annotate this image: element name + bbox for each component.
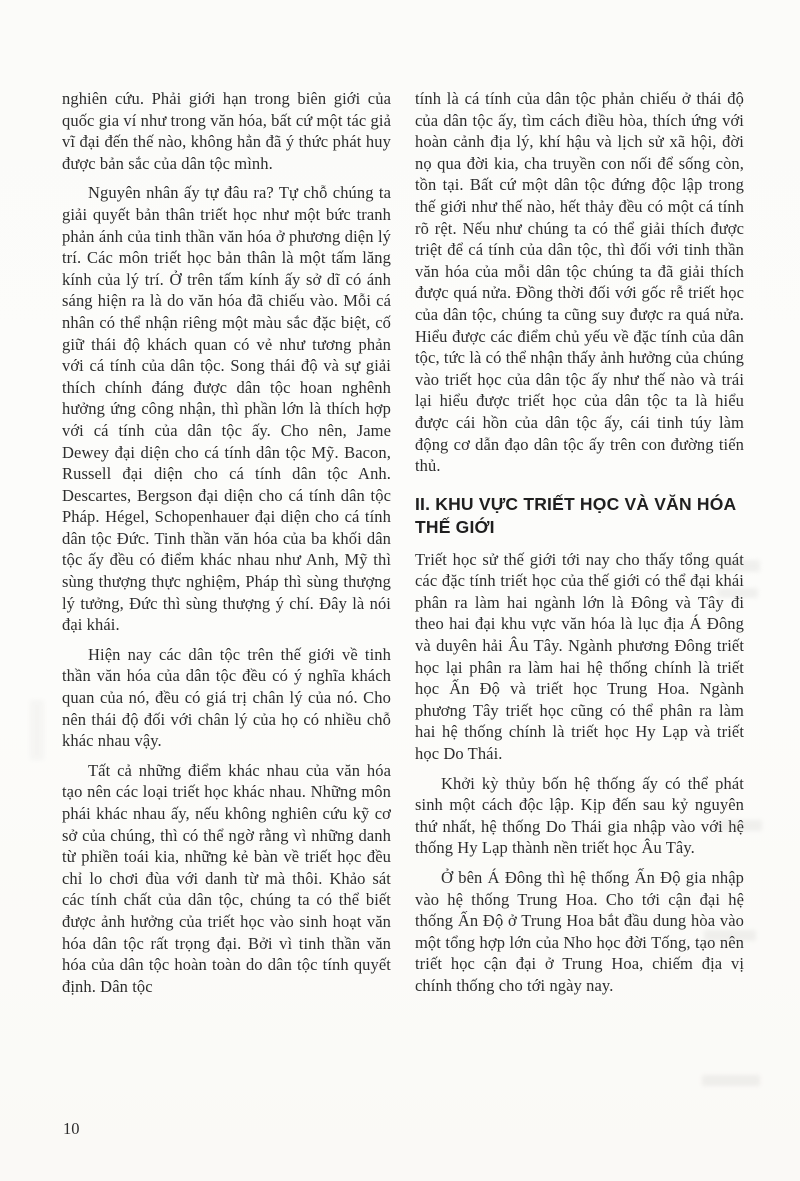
scan-bleed-artifact xyxy=(30,700,44,760)
paragraph: Ở bên Á Đông thì hệ thống Ấn Độ gia nhập vào hệ thống Trung Hoa. Cho tới cận đại hệ thống Ấn Độ ở Trung Hoa bắt đầu dung hòa vào một tổng hợp lớn của Nho học đời Tống, tạo nên triết học cận đại ở Trung Hoa, chiếm địa vị chính thống cho tới ngày nay. xyxy=(415,868,744,995)
left-column xyxy=(62,88,391,1005)
page-content xyxy=(62,88,744,1005)
paragraph: Triết học sử thế giới tới nay cho thấy tổng quát các đặc tính triết học của thế giới có thể đại khái phân ra làm hai ngành lớn là Đông và Tây đi theo hai đại khu vực văn hóa là lục địa Á Đông và duyên hải Âu Tây. Ngành phương Đông triết học lại phân ra làm hai hệ thống chính là triết học Ấn Độ và triết học Trung Hoa. Ngành phương Tây triết học cũng có thể phân ra làm hai hệ thống chính là triết học Hy Lạp và triết học Do Thái. xyxy=(415,549,744,764)
paragraph: nghiên cứu. Phải giới hạn trong biên giới của quốc gia ví như trong văn hóa, bất cứ một tác giả vĩ đại đến thế nào, không hẳn đã ý thức phát huy được bản sắc của dân tộc mình. xyxy=(62,89,391,173)
paragraph: tính là cá tính của dân tộc phản chiếu ở thái độ của dân tộc ấy, tìm cách điều hòa, thích ứng với hoàn cảnh địa lý, khí hậu và lịch sử xã hội, đời nọ qua đời kia, cha truyền con nối để sống còn, tồn tại. Bất cứ một dân tộc đứng độc lập trong thế giới như thế nào, hết thảy đều có một cá tính rõ rệt. Nếu như chúng ta có thể giải thích được triệt để cá tính của dân tộc, thì đối với tinh thần văn hóa của mỗi dân tộc chúng ta đã giải thích được quá nửa. Đồng thời đối với gốc rễ triết học của dân tộc, chúng ta cũng suy được ra quá nửa. Hiểu được các điểm chủ yếu về đặc tính của dân tộc, tức là có thể nhận thấy ảnh hưởng của chúng vào triết học của dân tộc ấy như thế nào và trái lại hiểu được triết học của dân tộc ta là hiểu được cái hồn của dân tộc ấy, cái tinh túy làm động cơ dẫn đạo dân tộc ấy trên con đường tiến thủ. xyxy=(415,89,744,476)
paragraph: Nguyên nhân ấy tự đâu ra? Tự chỗ chúng ta giải quyết bản thân triết học như một bức tranh phản ánh của tinh thần văn hóa ở phương diện lý trí. Các môn triết học bản thân là một tấm lăng kính của lý trí. Ở trên tấm kính ấy sở dĩ có ánh sáng hiện ra là do văn hóa đã chiếu vào. Mỗi cá nhân có thể nhận riêng một màu sắc đặc biệt, cố giữ thái độ khách quan có vẻ như tương phản với cá tính của dân tộc. Song thái độ và sự giải thích chính đáng được dân tộc hoan nghênh hưởng ứng công nhận, thì phần lớn là thích hợp với cá tính của dân tộc ấy. Cho nên, Jame Dewey đại diện cho cá tính dân tộc Mỹ. Bacon, Russell đại diện cho cá tính dân tộc Anh. Descartes, Bergson đại diện cho cá tính dân tộc Pháp. Hégel, Schopenhauer đại diện cho cá tính dân tộc Đức. Tinh thần văn hóa của ba khối dân tộc ấy đều có điểm khác nhau như Anh, Mỹ thì sùng thượng thực nghiệm, Pháp thì sùng thượng lý tưởng, Đức thì sùng thượng ý chí. Đây là nói đại khái. xyxy=(62,183,391,635)
right-column xyxy=(415,88,744,1005)
paragraph: Hiện nay các dân tộc trên thế giới về tinh thần văn hóa của dân tộc đều có ý nghĩa khách quan của nó, đều có giá trị chân lý của nó. Cho nên thái độ đối với chân lý của họ có nhiều chỗ khác nhau vậy. xyxy=(62,644,391,751)
paragraph: Khởi kỳ thủy bốn hệ thống ấy có thể phát sinh một cách độc lập. Kịp đến sau kỷ nguyên thứ nhất, hệ thống Do Thái gia nhập vào với hệ thống Hy Lạp thành nền triết học Âu Tây. xyxy=(415,773,744,858)
page-number: 10 xyxy=(63,1119,80,1138)
paragraph: Tất cả những điểm khác nhau của văn hóa tạo nên các loại triết học khác nhau. Những môn phái khác nhau ấy, nếu không nghiên cứu kỹ cơ sở của chúng, thì có thể ngờ rằng vì những danh từ phiền toái kia, những kẻ bàn về triết học đều chỉ lo chơi đùa với danh từ mà thôi. Khảo sát các tính chất của dân tộc, chúng ta có thể biết được ảnh hưởng của triết học vào sinh hoạt văn hóa dân tộc rất trọng đại. Bởi vì tinh thần văn hóa của dân tộc hoàn toàn do dân tộc tính quyết định. Dân tộc xyxy=(62,760,391,996)
scan-bleed-artifact xyxy=(702,1075,760,1086)
section-heading: II. KHU VỰC TRIẾT HỌC VÀ VĂN HÓA THẾ GIỚI xyxy=(415,493,736,537)
